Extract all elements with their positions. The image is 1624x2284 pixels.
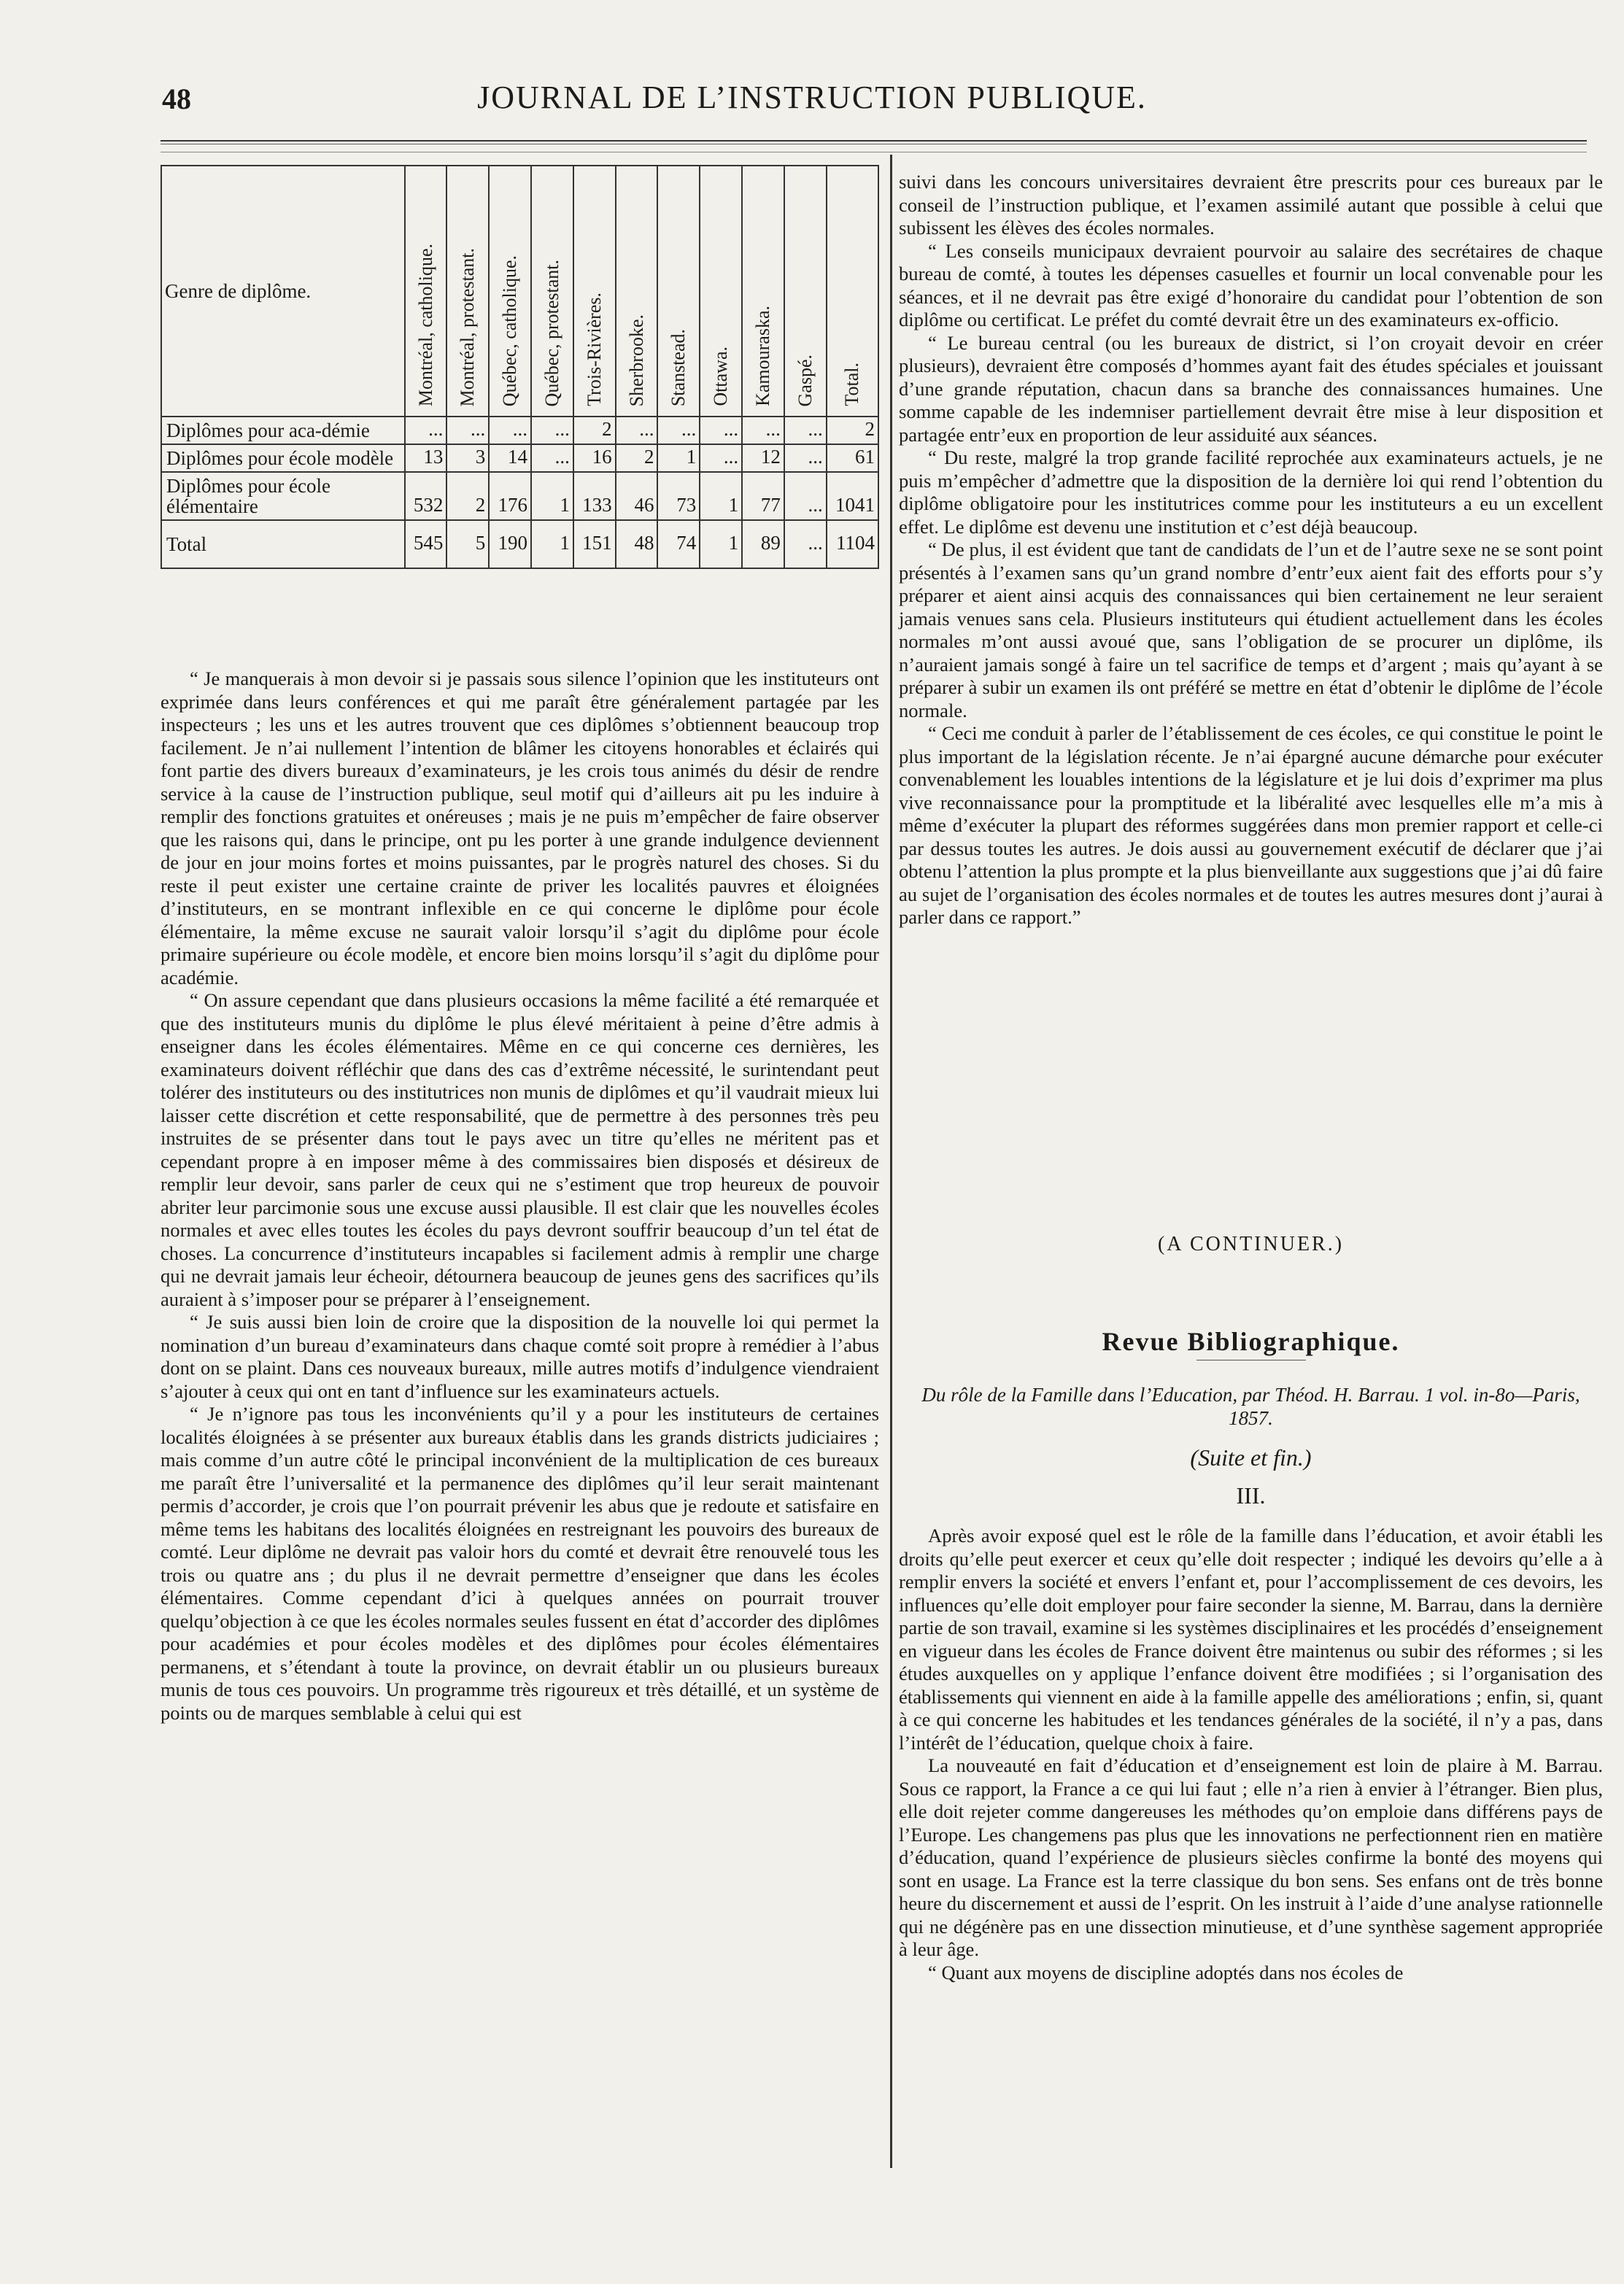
row-label: Diplômes pour école modèle	[161, 444, 405, 472]
table-cell: 1	[531, 520, 573, 568]
table-cell: 1104	[827, 520, 878, 568]
column-header: Trois-Rivières.	[573, 166, 616, 417]
table-cell: ...	[742, 417, 784, 444]
diploma-table	[161, 165, 879, 569]
to-be-continued: (A CONTINUER.)	[1157, 1233, 1345, 1255]
table-cell: ...	[784, 444, 827, 472]
row-label: Diplômes pour école élémentaire	[161, 472, 405, 520]
table-cell: 176	[489, 472, 531, 520]
table-cell: 12	[742, 444, 784, 472]
paragraph: “ On assure cependant que dans plusieurs occasions la même facilité a été remarquée et que des instituteurs munis du diplôme le plus élevé méritaient à peine d’être admis à enseigner dans les écoles élémentaires. Même en ce qui concerne ces dernières, les examinateurs doivent réfléchir que dans des cas d’extrême nécessité, le surintendant peut tolérer des instituteurs ou des institutrices non munis de diplômes et qu’il vaudrait mieux lui laisser cette discrétion et cette responsabilité, que de permettre à des personnes très peu instruites de se présenter dans tout le pays avec un titre qu’elles ne méritent pas et cependant propre à en imposer même à des commissaires bien disposés et désireux de remplir leur devoir, sans parler de ceux qui ne s’estiment que trop heureux de pouvoir abriter leur parcimonie sous une excuse aussi plausible. Il est clair que les nouvelles écoles normales et avec elles toutes les écoles du pays devront souffrir beaucoup d’un tel état de choses. La concurrence d’instituteurs incapables si facilement admis à remplir une charge qui ne devrait jamais leur écheoir, détournera beaucoup de jeunes gens des sacrifices qu’ils auraient à s’imposer pour se préparer à l’enseignement.	[161, 989, 879, 1310]
suite-label: (Suite et fin.)	[1190, 1444, 1312, 1471]
table-cell: 74	[657, 520, 700, 568]
column-header: Québec, catholique.	[489, 166, 531, 417]
header-rule	[161, 140, 1587, 144]
column-header: Total.	[827, 166, 878, 417]
table-cell: 89	[742, 520, 784, 568]
table-cell: 1	[531, 472, 573, 520]
table-row-total	[161, 520, 878, 568]
page-number: 48	[162, 82, 191, 115]
table-cell: ...	[531, 417, 573, 444]
row-label: Diplômes pour aca-démie	[161, 417, 405, 444]
paragraph: La nouveauté en fait d’éducation et d’enseignement est loin de plaire à M. Barrau. Sous ce rapport, la France a ce qui lui faut ; elle n’a rien à envier à l’étranger. Bien plus, elle doit rejeter comme dangereuses les méthodes qu’on emploie dans différens pays de l’Europe. Les changemens pas plus que les innovations ne perfectionnent rien en matière d’éducation, quand l’expérience de plusieurs siècles confirme la bonté des moyens qui sont en usage. La France est la terre classique du bon sens. Ses enfans ont de très bonne heure du discernement et aussi de l’esprit. On les instruit à l’aide d’une analyse rationnelle qui ne dégénère pas en une dissection minutieuse, et d’une synthèse sagement appropriée à leur âge.	[899, 1754, 1603, 1960]
table-cell: 13	[405, 444, 447, 472]
table-cell: 14	[489, 444, 531, 472]
genre-header: Genre de diplôme.	[161, 166, 405, 417]
paragraph: Après avoir exposé quel est le rôle de la famille dans l’éducation, et avoir établi les droits qu’elle peut exercer et ceux qu’elle doit respecter ; indiqué les devoirs qu’elle a à remplir envers la société et envers l’enfant et, pour l’accomplissement de ces devoirs, les influences qu’elle doit employer pour faire seconder la sienne, M. Barrau, dans la dernière partie de son travail, examine si les systèmes disciplinaires et les procédés d’enseignement en vigueur dans les écoles de France doivent être maintenus ou subir des réformes ; si les études auxquelles on y applique l’enfance doivent être modifiées ; si l’organisation des établissements qui viennent en aide à la famille appelle des améliorations ; enfin, si, quant à ce qui concerne les habitudes et les tendances générales de la société, il n’y a pas, dans l’intérêt de l’éducation, quelque choix à faire.	[899, 1525, 1603, 1754]
table-cell: 532	[405, 472, 447, 520]
table-cell: ...	[784, 472, 827, 520]
table-cell: 545	[405, 520, 447, 568]
paragraph: “ Quant aux moyens de discipline adoptés dans nos écoles de	[928, 1961, 1404, 1983]
column-header: Sherbrooke.	[616, 166, 658, 417]
table-cell: 77	[742, 472, 784, 520]
column-header: Montréal, catholique.	[405, 166, 447, 417]
table-cell: 1	[700, 520, 742, 568]
table-header-row	[161, 166, 878, 417]
column-header: Kamouraska.	[742, 166, 784, 417]
paragraph: “ Je manquerais à mon devoir si je passais sous silence l’opinion que les instituteurs ont exprimée dans leurs conférences et qui me paraît être généralement partagée par les inspecteurs ; les uns et les autres trouvent que ces diplômes s’obtiennent beaucoup trop facilement. Je n’ai nullement l’intention de blâmer les citoyens honorables et éclairés qui font partie des divers bureaux d’examinateurs, je les crois tous animés du désir de rendre service à la cause de l’instruction publique, seul motif qui d’ailleurs ait pu les induire à remplir des fonctions gratuites et onéreuses ; mais je ne puis m’empêcher de faire observer que les raisons qui, dans le principe, ont pu les porter à une grande indulgence deviennent de jour en jour moins fortes et moins puissantes, par le progrès naturel des choses. Si du reste il peut exister une certaine crainte de priver les localités pauvres et éloignées d’instituteurs, en se montrant inflexible en ce qui concerne le diplôme pour école élémentaire, la même excuse ne saurait valoir lorsqu’il s’agit du diplôme pour école primaire supérieure ou école modèle, et encore bien moins lorsqu’il s’agit du diplôme pour académie.	[161, 667, 879, 988]
table-cell: 1	[657, 444, 700, 472]
table-cell: 133	[573, 472, 616, 520]
table-cell: 5	[446, 520, 489, 568]
paragraph: “ Je n’ignore pas tous les inconvénients qu’il y a pour les instituteurs de certaines localités éloignées à se présenter aux bureaux établis dans les grands districts judiciaires ; mais comme d’un autre côté le principal inconvénient de la multiplication de ces bureaux me paraît être l’universalité et la permanence des diplômes qu’il leur serait maintenant permis d’accorder, je crois que l’on pourrait prévenir les abus que je redoute et satisfaire en même tems les habitans des localités éloignées en restreignant les pouvoirs des bureaux de comté. Leur diplôme ne devrait pas valoir hors du comté et devrait être renouvelé tous les trois ou quatre ans ; du plus il ne devrait permettre d’enseigner que dans les écoles élémentaires. Comme cependant d’ici à quelques années on pourrait trouver quelqu’objection à ce que les écoles normales seules fussent en état d’accorder des diplômes pour académies et pour écoles modèles et des diplômes pour écoles élémentaires permanens, et s’étendant à toute la province, on devrait établir un ou plusieurs bureaux munis de tous ces pouvoirs. Un programme très rigoureux et très détaillé, et un système de points ou de marques semblable à celui qui est	[161, 1403, 879, 1724]
right-column-text	[899, 171, 1603, 929]
table-row	[161, 444, 878, 472]
table-cell: ...	[489, 417, 531, 444]
paragraph: “ De plus, il est évident que tant de candidats de l’un et de l’autre sexe ne se sont point présentés à l’examen sans qu’un grand nombre d’entr’eux aient fait des efforts pour s’y préparer et aient ainsi acquis des connaissances qui bien certainement ne leur seraient jamais venues sans cela. Plusieurs instituteurs qui étudient actuellement dans les écoles normales m’ont aussi avoué que, sans l’obligation de se procurer un diplôme, ils n’auraient jamais songé à faire un tel sacrifice de temps et d’argent ; mais qu’ayant à se préparer à subir un examen ils ont préféré se mettre en état d’obtenir le diplôme de l’école normale.	[899, 538, 1603, 721]
section-title: Revue Bibliographique.	[1102, 1327, 1400, 1356]
table-cell: 3	[446, 444, 489, 472]
table-cell: 2	[446, 472, 489, 520]
table-cell: 16	[573, 444, 616, 472]
table-cell: ...	[405, 417, 447, 444]
table-cell: ...	[700, 417, 742, 444]
table-cell: 48	[616, 520, 658, 568]
row-label: Total	[161, 520, 405, 568]
column-header: Montréal, protestant.	[446, 166, 489, 417]
paragraph: “ Ceci me conduit à parler de l’établissement de ces écoles, ce qui constitue le point le plus important de la législation récente. Je n’ai épargné aucune démarche pour exécuter convenablement les louables intentions de la législature et je lui dois d’exprimer ma plus vive reconnaissance pour la promptitude et la libéralité avec lesquelles elle m’a mis à même d’exécuter la plupart des réformes suggérées dans mon premier rapport et celle-ci par dessus toutes les autres. Je dois aussi au gouvernement exécutif de déclarer que j’ai obtenu l’attention la plus prompte et la plus bienveillante aux suggestions que j’ai dû faire au sujet de l’organisation des écoles normales et de toutes les autres mesures dont j’aurai à parler dans ce rapport.”	[899, 722, 1603, 928]
table-cell: 2	[616, 444, 658, 472]
part-number: III.	[1236, 1482, 1266, 1509]
table-cell: ...	[616, 417, 658, 444]
table-cell: ...	[784, 417, 827, 444]
paragraph: “ Le bureau central (ou les bureaux de district, si l’on croyait devoir en créer plusieurs), devraient être composés d’hommes ayant fait des études spéciales et jouissant d’une grande réputation, chacun dans sa branche des connaissances humaines. Une somme capable de les indemniser partiellement devrait être mise à leur disposition et partagée entr’eux en proportion de leur assiduité aux séances.	[899, 331, 1603, 446]
table-cell: 73	[657, 472, 700, 520]
table-cell: ...	[784, 520, 827, 568]
table-cell: 190	[489, 520, 531, 568]
table-cell: 61	[827, 444, 878, 472]
column-divider	[890, 155, 892, 2168]
table-cell: 1	[700, 472, 742, 520]
table-row	[161, 417, 878, 444]
table-cell: ...	[657, 417, 700, 444]
table-cell: 2	[573, 417, 616, 444]
table-cell: 1041	[827, 472, 878, 520]
journal-title: JOURNAL DE L’INSTRUCTION PUBLIQUE.	[477, 80, 1147, 115]
table-cell: ...	[531, 444, 573, 472]
table-cell: ...	[446, 417, 489, 444]
column-header: Gaspé.	[784, 166, 827, 417]
table-cell: ...	[700, 444, 742, 472]
column-header: Ottawa.	[700, 166, 742, 417]
review-text	[899, 1525, 1603, 1984]
column-header: Québec, protestant.	[531, 166, 573, 417]
table-row	[161, 472, 878, 520]
paragraph: “ Les conseils municipaux devraient pourvoir au salaire des secrétaires de chaque bureau de comté, à toutes les dépenses casuelles et fournir un local convenable pour les séances, et il ne devrait pas être exigé d’honoraire du candidat pour l’obtention de son diplôme ou certificat. Le préfet du comté devrait être un des examinateurs ex-officio.	[899, 239, 1603, 330]
paragraph: “ Du reste, malgré la trop grande facilité reprochée aux examinateurs actuels, je ne puis m’empêcher d’admettre que la disposition de la dernière loi qui rend l’obtention du diplôme obligatoire pour les institutrices comme pour les instituteurs a eu un excellent effet. Le diplôme est devenu une institution et c’est déjà beaucoup.	[899, 446, 1603, 538]
table-cell: 46	[616, 472, 658, 520]
column-header: Stanstead.	[657, 166, 700, 417]
paragraph: suivi dans les concours universitaires devraient être prescrits pour ces bureaux par le conseil de l’instruction publique, et l’examen assimilé autant que possible à celui que subissent les élèves des écoles normales.	[899, 171, 1603, 239]
paragraph: “ Je suis aussi bien loin de croire que la disposition de la nouvelle loi qui permet la nomination d’un bureau d’examinateurs dans chaque comté soit propre à remédier à l’abus dont on se plaint. Dans ces nouveaux bureaux, mille autres motifs d’indulgence viendraient s’ajouter à ceux qui ont en tant d’influence sur les examinateurs actuels.	[161, 1311, 879, 1402]
table-cell: 151	[573, 520, 616, 568]
table-cell: 2	[827, 417, 878, 444]
left-column-text	[161, 667, 879, 1724]
book-reference: Du rôle de la Famille dans l’Education, par Théod. H. Barrau. 1 vol. in-8o—Paris, 1857.	[921, 1384, 1580, 1429]
